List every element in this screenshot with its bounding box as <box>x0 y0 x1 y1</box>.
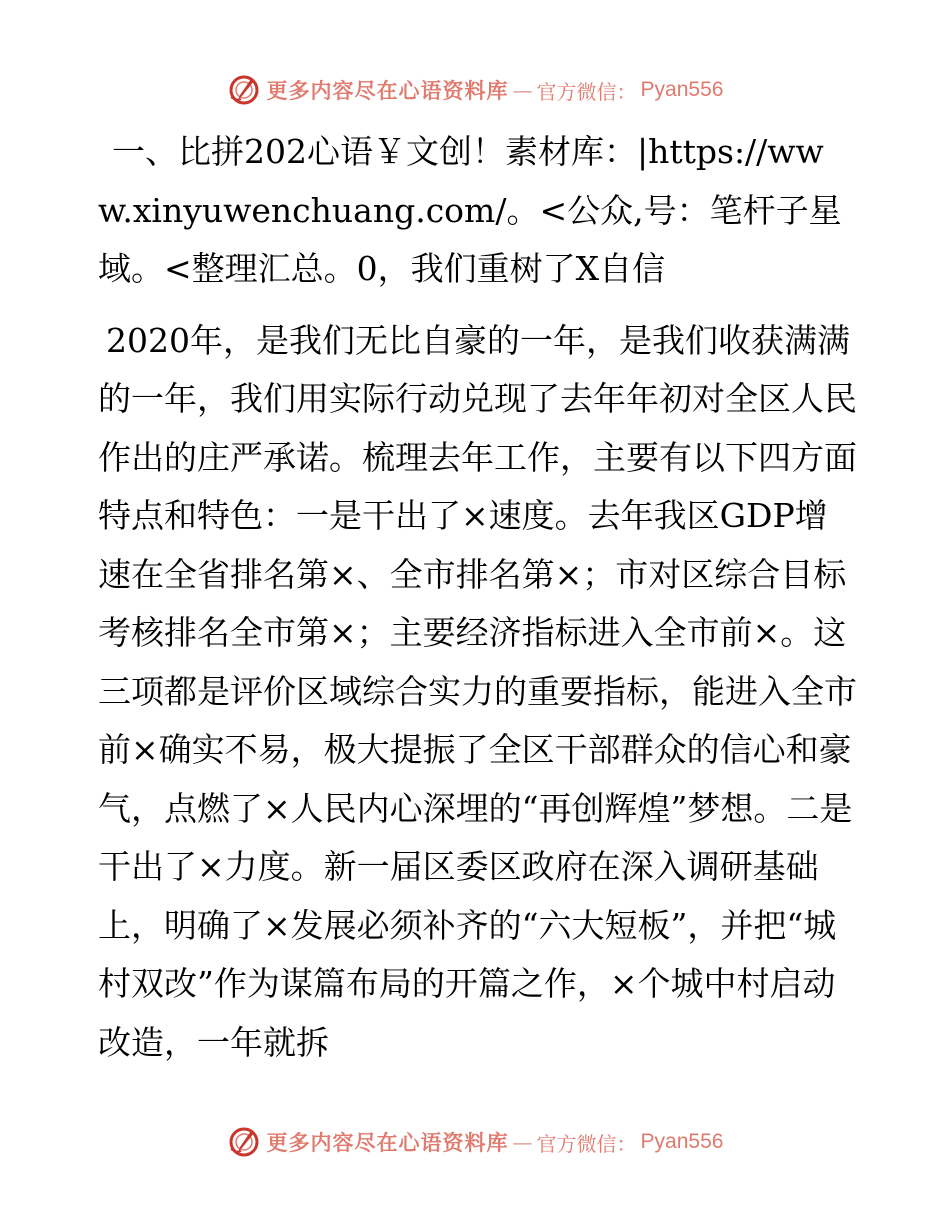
paragraph-2: 2020年，是我们无比自豪的一年，是我们收获满满的一年，我们用实际行动兑现了去年年初对全区人民作出的庄严承诺。梳理去年工作，主要有以下四方面特点和特色：一是干出了×速度。去年我区GDP增速在全省排名第×、全市排名第×；市对区综合目标考核排名全市第×；主要经济指标进入全市前×。这三项都是评价区域综合实力的重要指标，能进入全市前×确实不易，极大提振了全区干部群众的信心和豪气，点燃了×人民内心深埋的“再创辉煌”梦想。二是干出了×力度。新一届区委区政府在深入调研基础上，明确了×发展必须补齐的“六大短板”，并把“城村双改”作为谋篇布局的开篇之作，×个城中村启动改造，一年就拆 <box>98 320 857 1062</box>
quill-seal-icon <box>227 73 261 107</box>
header-banner <box>0 70 950 110</box>
document-body <box>98 123 858 1072</box>
paragraph-1: 一、比拼202心语￥文创！素材库：|https://www.xinyuwenchuang.com/。<公众,号：笔杆子星域。<整理汇总。0，我们重树了X自信 <box>98 132 842 288</box>
banner-wechat-id: Pyan556 <box>640 1130 724 1153</box>
banner-wechat-id: Pyan556 <box>640 78 724 101</box>
banner-wechat-label: 官方微信： <box>536 79 637 104</box>
banner-main-text: 更多内容尽在心语资料库 <box>266 1130 509 1155</box>
banner-separator: — <box>512 78 533 102</box>
banner-wechat-label: 官方微信： <box>536 1131 637 1156</box>
footer-banner <box>0 1122 950 1162</box>
banner-separator: — <box>512 1130 533 1154</box>
quill-seal-icon <box>227 1125 261 1159</box>
banner-main-text: 更多内容尽在心语资料库 <box>266 78 509 103</box>
